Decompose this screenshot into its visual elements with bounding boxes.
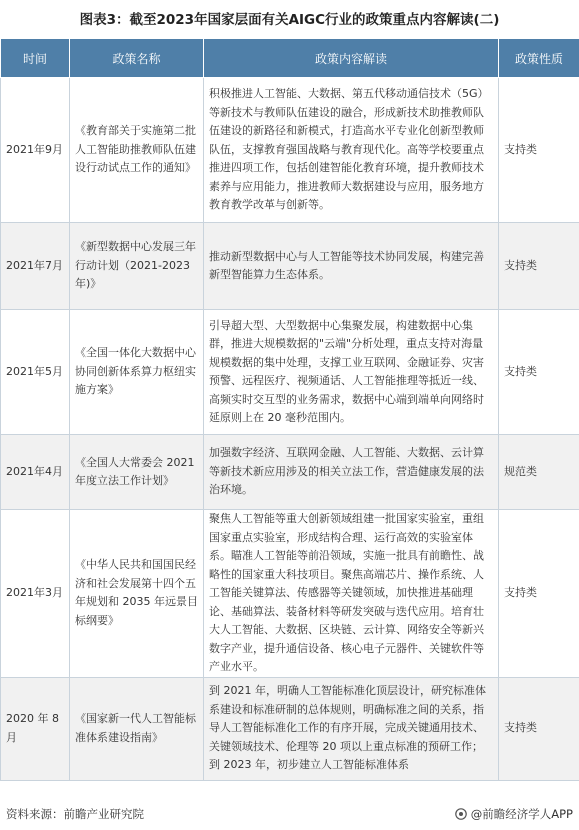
cell-policy-name: 《教育部关于实施第二批人工智能助推教师队伍建设行动试点工作的通知》 <box>70 78 204 223</box>
cell-time: 2021年3月 <box>1 510 70 678</box>
cell-policy-content: 积极推进人工智能、大数据、第五代移动通信技术（5G）等新技术与教师队伍建设的融合，形成新技术助推教师队伍建设的新路径和新模式，打造高水平专业化创新型教师队伍，支撑教育强国战略与教育现代化。高等学校要重点推进四项工作，包括创建智能化教育环境，提升教师技术素养与应用能力，推进教师大数据建设与应用，服务地方教育教学改革与创新等。 <box>204 78 499 223</box>
cell-policy-content: 加强数字经济、互联网金融、人工智能、大数据、云计算等新技术新应用涉及的相关立法工作，营造健康发展的法治环境。 <box>204 435 499 510</box>
cell-policy-content: 聚焦人工智能等重大创新领域组建一批国家实验室，重组国家重点实验室，形成结构合理、运行高效的实验室体系。瞄准人工智能等前沿领域，实施一批具有前瞻性、战略性的国家重大科技项目。聚焦高端芯片、操作系统、人工智能关键算法、传感器等关键领域，加快推进基础理论、基础算法、装备材料等研发突破与迭代应用。培育壮大人工智能、大数据、区块链、云计算、网络安全等新兴数字产业，提升通信设备、核心电子元器件、关键软件等产业水平。 <box>204 510 499 678</box>
cell-policy-nature: 规范类 <box>499 435 579 510</box>
brand-label: @前瞻经济学人APP <box>470 807 573 821</box>
cell-policy-nature: 支持类 <box>499 223 579 310</box>
cell-policy-content: 引导超大型、大型数据中心集聚发展，构建数据中心集群，推进大规模数据的"云端"分析处理，重点支持对海量规模数据的集中处理，支撑工业互联网、金融证券、灾害预警、远程医疗、视频通话、人工智能推理等抵近一线、高频实时交互型的业务需求，数据中心端到端单向网络时延原则上在 20 毫秒范围内。 <box>204 310 499 435</box>
cell-policy-name: 《全国一体化大数据中心协同创新体系算力枢纽实施方案》 <box>70 310 204 435</box>
cell-time: 2021年5月 <box>1 310 70 435</box>
table-row <box>1 223 579 310</box>
cell-policy-content: 推动新型数据中心与人工智能等技术协同发展，构建完善新型智能算力生态体系。 <box>204 223 499 310</box>
table-row <box>1 78 579 223</box>
header-policy-nature: 政策性质 <box>499 39 579 78</box>
cell-policy-nature: 支持类 <box>499 510 579 678</box>
cell-policy-content: 到 2021 年，明确人工智能标准化顶层设计，研究标准体系建设和标准研制的总体规则，明确标准之间的关系，指导人工智能标准化工作的有序开展，完成关键通用技术、关键领域技术、伦理等 20 项以上重点标准的预研工作；到 2023 年，初步建立人工智能标准体系 <box>204 677 499 780</box>
cell-time: 2021年7月 <box>1 223 70 310</box>
header-time: 时间 <box>1 39 70 78</box>
table-row <box>1 310 579 435</box>
table-header-row <box>1 39 579 78</box>
cell-time: 2021年9月 <box>1 78 70 223</box>
cell-time: 2021年4月 <box>1 435 70 510</box>
policy-table <box>0 38 579 781</box>
cell-policy-name: 《中华人民共和国国民经济和社会发展第十四个五年规划和 2035 年远景目标纲要》 <box>70 510 204 678</box>
figure-title: 图表3：截至2023年国家层面有关AIGC行业的政策重点内容解读(二) <box>79 12 500 28</box>
table-row <box>1 435 579 510</box>
cell-policy-name: 《新型数据中心发展三年行动计划（2021-2023年)》 <box>70 223 204 310</box>
brand-logo-icon <box>455 808 467 820</box>
cell-policy-name: 《全国人大常委会 2021 年度立法工作计划》 <box>70 435 204 510</box>
cell-policy-name: 《国家新一代人工智能标准体系建设指南》 <box>70 677 204 780</box>
header-policy-name: 政策名称 <box>70 39 204 78</box>
table-row <box>1 677 579 780</box>
table-row <box>1 510 579 678</box>
cell-time: 2020 年 8 月 <box>1 677 70 780</box>
brand-note <box>455 806 573 822</box>
cell-policy-nature: 支持类 <box>499 677 579 780</box>
source-note: 资料来源：前瞻产业研究院 <box>6 807 144 821</box>
cell-policy-nature: 支持类 <box>499 78 579 223</box>
header-policy-content: 政策内容解读 <box>204 39 499 78</box>
cell-policy-nature: 支持类 <box>499 310 579 435</box>
